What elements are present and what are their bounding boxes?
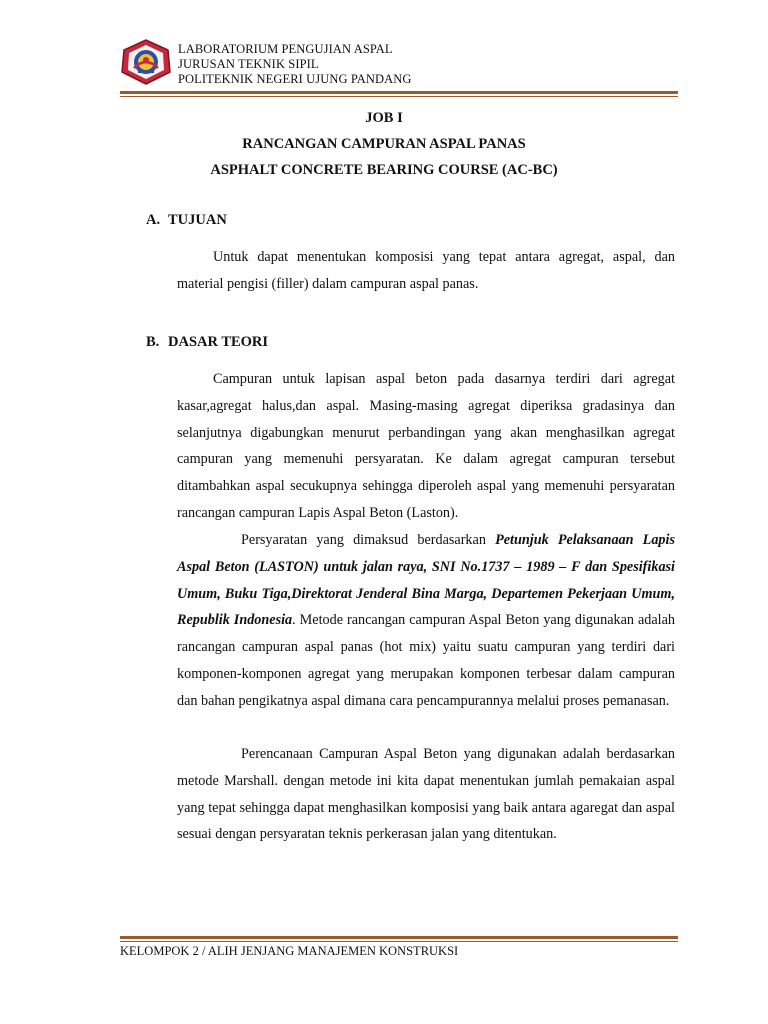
section-b-text-3: Perencanaan Campuran Aspal Beton yang digunakan adalah berdasarkan metode Marshall. dengan metode ini kita dapat menentukan jumlah pemakaian aspal yang tepat sehingga dapat menghasilkan komposisi yang baik antara agaregat dan aspal sesuai dengan persyaratan teknis perkerasan jalan yang ditentukan.: [177, 746, 675, 843]
footer-text: KELOMPOK 2 / ALIH JENJANG MANAJEMEN KONSTRUKSI: [120, 944, 459, 958]
regulation-reference: Petunjuk Pelaksanaan Lapis Aspal Beton (LASTON) untuk jalan raya, SNI No.1737 – 1989 – F dan Spesifikasi Umum, Buku Tiga,Direktorat Jenderal Bina Marga, Departemen Pekerjaan Umum, Republik Indonesia: [177, 532, 675, 629]
section-a-text: Untuk dapat menentukan komposisi yang tepat antara agregat, aspal, dan material pengisi (filler) dalam campuran aspal panas.: [177, 249, 675, 292]
section-a-title: TUJUAN: [168, 212, 227, 228]
section-b-text-1: Campuran untuk lapisan aspal beton pada dasarnya terdiri dari agregat kasar,agregat halus,dan aspal. Masing-masing agregat diperiksa gradasinya dan selanjutnya digabungkan menurut perbandingan yang akan menghasilkan agregat campuran yang memenuhi persyaratan. Ke dalam agregat campuran tersebut ditambahkan aspal secukupnya sehingga diperoleh aspal yang memenuhi persyaratan rancangan campuran Lapis Aspal Beton (Laston).: [177, 371, 675, 521]
sub-title: ASPHALT CONCRETE BEARING COURSE (AC-BC): [210, 162, 558, 178]
header-institution-name: POLITEKNIK NEGERI UJUNG PANDANG: [178, 72, 412, 86]
footer-divider-thin: [120, 941, 678, 942]
section-b-paragraph-2: [177, 527, 675, 715]
main-title: RANCANGAN CAMPURAN ASPAL PANAS: [242, 136, 526, 152]
section-b-text-2-rest: . Metode rancangan campuran Aspal Beton yang digunakan adalah rancangan campuran aspal panas (hot mix) yaitu suatu campuran yang terdiri dari komponen-komponen agregat yang merupakan komponen terbesar dalam campuran dan bahan pengikatnya aspal dimana cara pencampurannya melalui proses pemanasan.: [177, 612, 675, 709]
section-b-heading: [146, 334, 268, 351]
section-a-heading: [146, 212, 227, 229]
header-divider-thin: [120, 96, 678, 97]
section-b-letter: B.: [146, 334, 160, 350]
section-b-paragraph-3: [177, 741, 675, 848]
header-department: JURUSAN TEKNIK SIPIL: [178, 57, 319, 71]
section-a-paragraph: [177, 244, 675, 298]
header-divider: [120, 91, 678, 94]
section-a-letter: A.: [146, 212, 161, 228]
section-b-title: DASAR TEORI: [168, 334, 269, 350]
polytechnic-emblem-icon: [120, 38, 172, 86]
footer-divider: [120, 936, 678, 939]
job-title: JOB I: [365, 110, 403, 126]
section-b-text-2-lead: Persyaratan yang dimaksud berdasarkan: [241, 532, 496, 548]
section-b-paragraph-1: [177, 366, 675, 527]
page-header: [120, 36, 680, 94]
header-lab-name: LABORATORIUM PENGUJIAN ASPAL: [178, 42, 393, 56]
header-institution: [178, 42, 412, 87]
